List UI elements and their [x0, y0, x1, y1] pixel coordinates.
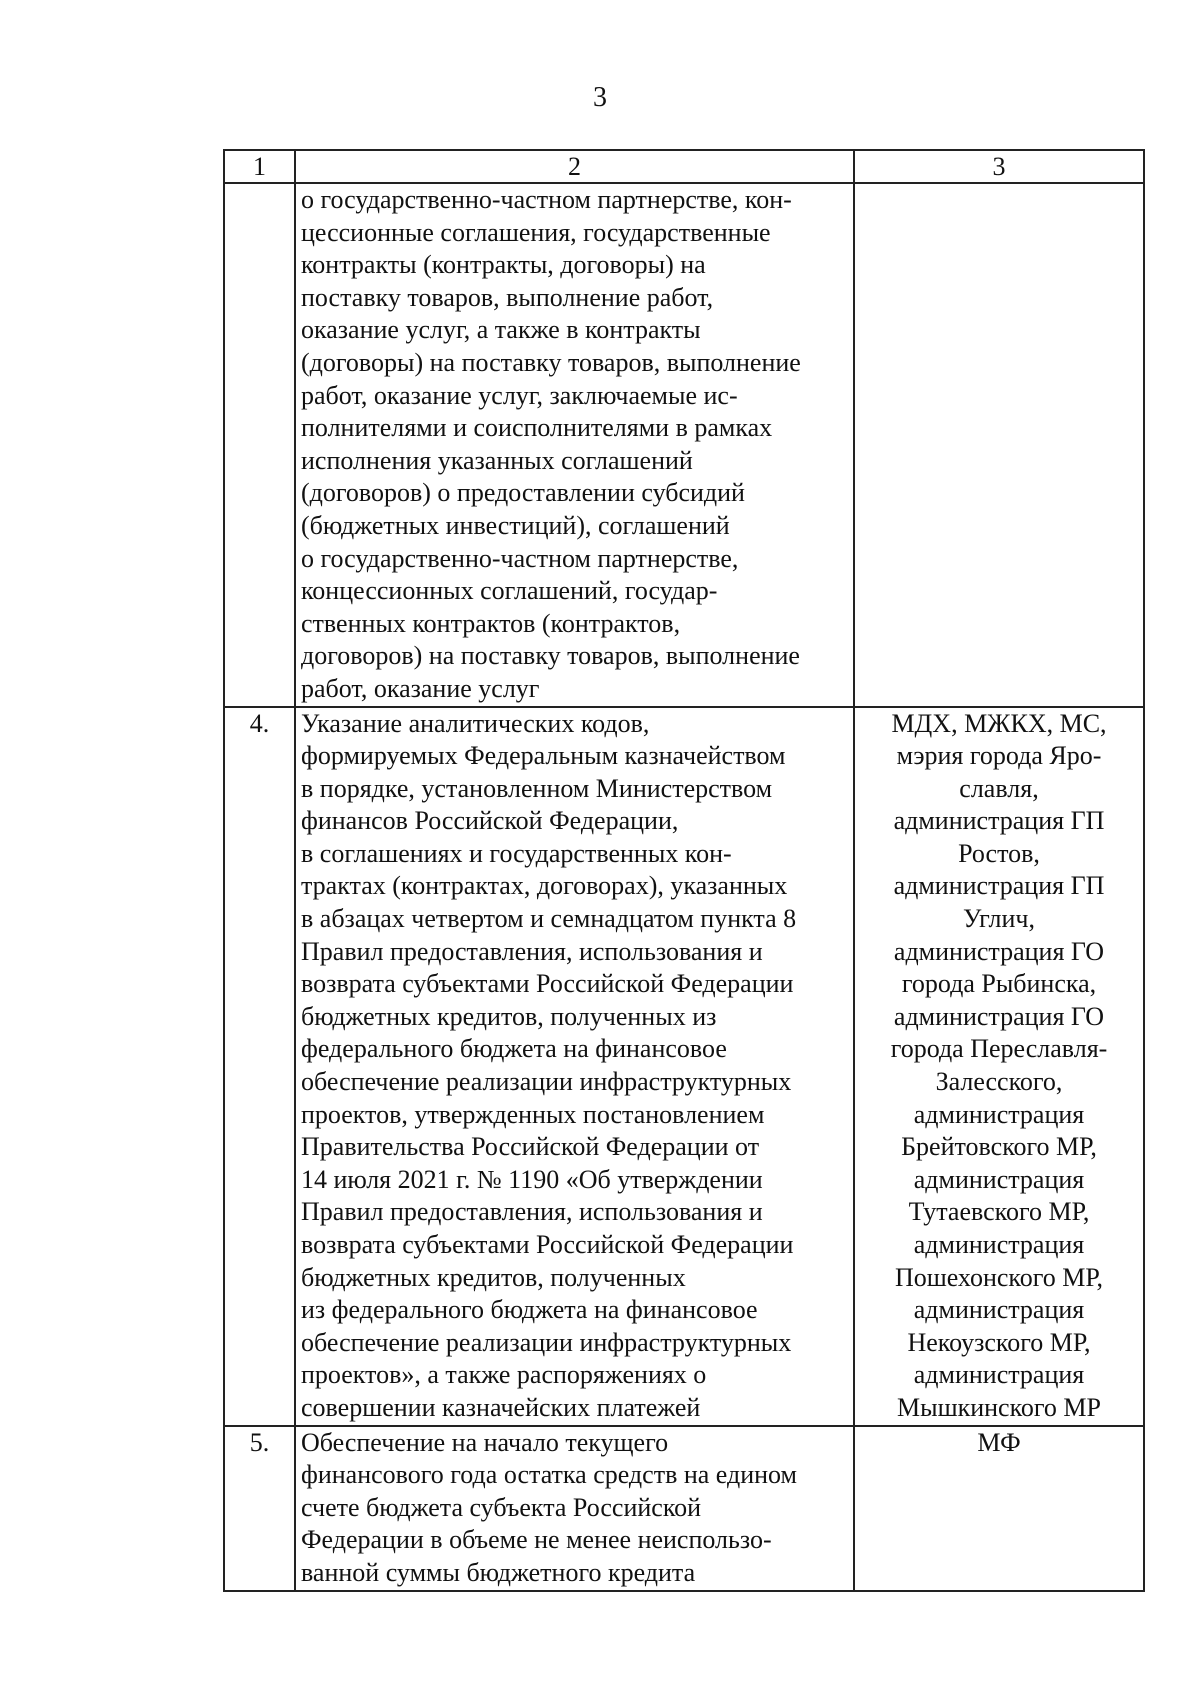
description-line: Правил предоставления, использования и	[301, 936, 763, 966]
row-number-cell: 4.	[224, 707, 295, 1426]
description-line: 14 июля 2021 г. № 1190 «Об утверждении	[301, 1164, 763, 1194]
executor-line: администрация	[913, 1360, 1085, 1390]
description-line: Указание аналитических кодов,	[301, 708, 650, 738]
description-line: поставку товаров, выполнение работ,	[301, 282, 714, 312]
executor-line: администрация ГП	[893, 871, 1105, 901]
table-header-row	[224, 150, 1144, 183]
description-line: ственных контрактов (контрактов,	[301, 608, 681, 638]
executor-line: администрация	[913, 1164, 1085, 1194]
executor-line: славля,	[959, 773, 1039, 803]
executor-line: администрация	[913, 1230, 1085, 1259]
measure-description-cell	[295, 1426, 854, 1591]
description-line: федерального бюджета на финансовое	[301, 1034, 727, 1064]
table-row	[224, 707, 1144, 1426]
description-line: возврата субъектами Российской Федерации	[301, 969, 794, 999]
description-line: о государственно-частном партнерстве, кон-	[301, 185, 792, 214]
row-number-cell	[224, 183, 295, 707]
description-line: в соглашениях и государственных кон-	[301, 838, 732, 868]
description-line: проектов, утвержденных постановлением	[301, 1099, 765, 1129]
executor-line: МФ	[977, 1427, 1021, 1457]
description-line: возврата субъектами Российской Федерации	[301, 1230, 794, 1259]
description-line: трактах (контрактах, договорах), указанных	[301, 871, 788, 901]
description-line: совершении казначейских платежей	[301, 1392, 701, 1422]
table-body	[224, 150, 1144, 1591]
executor-line: Брейтовского МР,	[901, 1132, 1097, 1162]
description-line: (бюджетных инвестиций), соглашений	[301, 510, 730, 540]
description-line: формируемых Федеральным казначейством	[301, 741, 786, 771]
description-line: оказание услуг, а также в контракты	[301, 315, 701, 345]
description-line: цессионные соглашения, государственные	[301, 217, 771, 247]
executor-line: города Рыбинска,	[901, 969, 1097, 999]
executor-line: города Переславля-	[890, 1034, 1108, 1064]
description-line: о государственно-частном партнерстве,	[301, 543, 739, 573]
description-line: полнителями и соисполнителями в рамках	[301, 413, 773, 443]
executor-line: Пошехонского МР,	[894, 1262, 1104, 1292]
description-line: в порядке, установленном Министерством	[301, 773, 773, 803]
description-line: бюджетных кредитов, полученных	[301, 1262, 686, 1292]
description-line: обеспечение реализации инфраструктурных	[301, 1067, 792, 1097]
description-line: Правительства Российской Федерации от	[301, 1132, 760, 1162]
responsible-executor-cell	[854, 707, 1144, 1426]
description-line: (договоров) о предоставлении субсидий	[301, 478, 745, 508]
executor-line: администрация ГО	[893, 936, 1105, 966]
description-line: финансового года остатка средств на едином	[301, 1460, 798, 1490]
row-number-cell: 5.	[224, 1426, 295, 1591]
document-table	[223, 149, 1145, 1592]
description-line: счете бюджета субъекта Российской	[301, 1492, 702, 1522]
column-header-2: 2	[295, 150, 854, 183]
table-row	[224, 183, 1144, 707]
description-line: контракты (контракты, договоры) на	[301, 250, 706, 280]
description-line: в абзацах четвертом и семнадцатом пункта 8	[301, 904, 797, 934]
executor-line: Залесского,	[935, 1067, 1063, 1097]
description-line: Федерации в объеме не менее неиспользо-	[301, 1525, 772, 1555]
executor-line: администрация ГО	[893, 1001, 1105, 1031]
responsible-executor-cell	[854, 183, 1144, 707]
description-line: обеспечение реализации инфраструктурных	[301, 1327, 792, 1357]
description-line: финансов Российской Федерации,	[301, 806, 679, 836]
description-line: работ, оказание услуг	[301, 673, 540, 703]
description-line: из федерального бюджета на финансовое	[301, 1295, 758, 1325]
executor-line: МДХ, МЖКХ, МС,	[891, 708, 1107, 738]
measure-description-cell	[295, 183, 854, 707]
description-line: договоров) на поставку товаров, выполнение	[301, 641, 800, 671]
description-line: Обеспечение на начало текущего	[301, 1427, 669, 1457]
description-line: (договоры) на поставку товаров, выполнение	[301, 347, 801, 377]
description-line: работ, оказание услуг, заключаемые ис-	[301, 380, 738, 410]
measure-description-cell	[295, 707, 854, 1426]
column-header-3: 3	[854, 150, 1144, 183]
executor-line: Некоузского МР,	[907, 1327, 1091, 1357]
executor-line: администрация ГП	[893, 806, 1105, 836]
column-header-1: 1	[224, 150, 295, 183]
description-line: бюджетных кредитов, полученных из	[301, 1001, 717, 1031]
description-line: исполнения указанных соглашений	[301, 445, 693, 475]
executor-line: администрация	[913, 1295, 1085, 1325]
table-row	[224, 1426, 1144, 1591]
executor-line: администрация	[913, 1099, 1085, 1129]
description-line: концессионных соглашений, государ-	[301, 576, 718, 606]
responsible-executor-cell	[854, 1426, 1144, 1591]
description-line: Правил предоставления, использования и	[301, 1197, 763, 1227]
executor-line: Ростов,	[958, 838, 1040, 868]
executor-line: Мышкинского МР	[896, 1392, 1101, 1422]
executor-line: мэрия города Яро-	[896, 741, 1102, 771]
description-line: проектов», а также распоряжениях о	[301, 1360, 707, 1390]
description-line: ванной суммы бюджетного кредита	[301, 1557, 696, 1587]
executor-line: Углич,	[963, 904, 1035, 934]
page-number: 3	[593, 82, 607, 113]
executor-line: Тутаевского МР,	[908, 1197, 1090, 1227]
